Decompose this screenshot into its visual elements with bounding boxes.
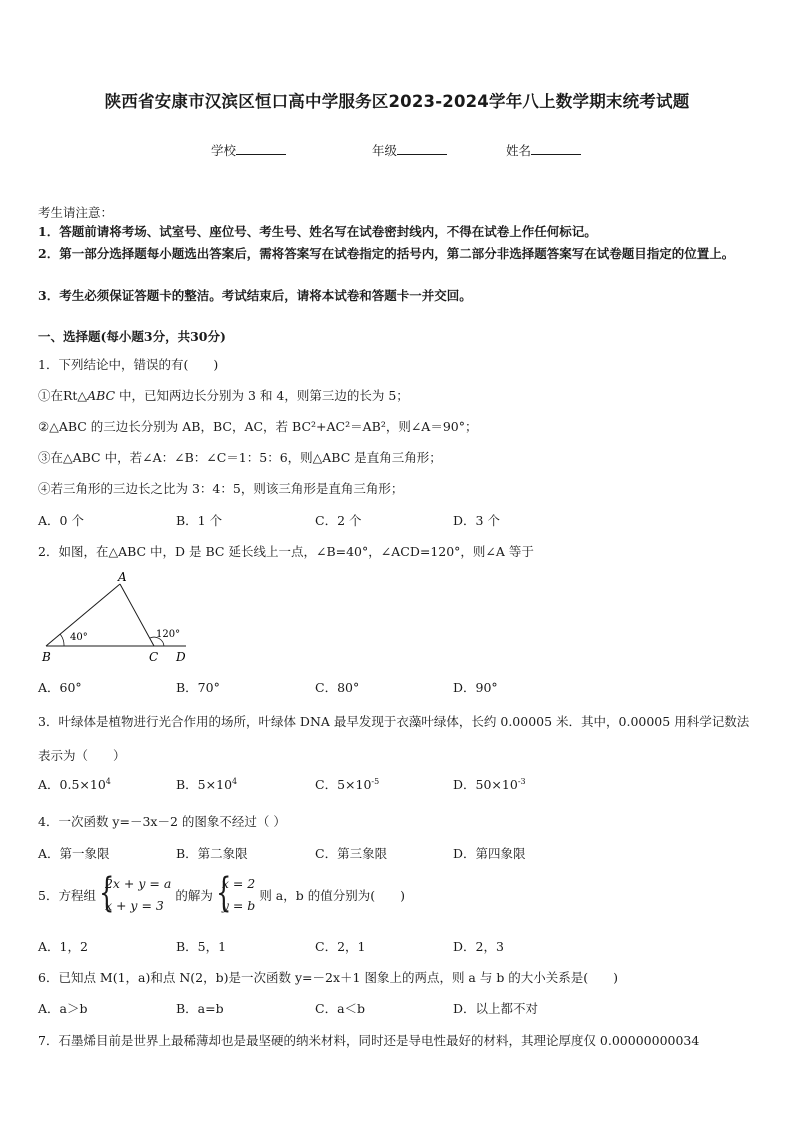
q3-a-exp: 4 (105, 776, 111, 786)
q5-suffix: 则 a，b 的值分别为( ) (259, 888, 405, 903)
q5-prefix: 5．方程组 (38, 888, 96, 903)
q5-option-d[interactable]: D．2，3 (453, 939, 504, 954)
q5-option-b[interactable]: B．5，1 (176, 939, 227, 954)
q4-option-a[interactable]: A．第一象限 (38, 846, 110, 861)
exam-title: 陕西省安康市汉滨区恒口高中学服务区2023-2024学年八上数学期末统考试题 (104, 92, 690, 111)
q2-option-c[interactable]: C．80° (315, 680, 360, 695)
q1-statement-3: ③在△ABC 中，若∠A：∠B：∠C＝1：5：6，则△ABC 是直角三角形； (38, 450, 442, 465)
q3-option-b[interactable] (176, 775, 237, 793)
label-b: B (42, 650, 51, 664)
q4-option-c[interactable]: C．第三象限 (315, 846, 388, 861)
angle-b-arc (60, 634, 64, 646)
q1-s1-b: ABC (87, 388, 116, 403)
notice-item: 2．第一部分选择题每小题选出答案后，需将答案写在试卷指定的括号内，第二部分非选择题答案写在试卷题目指定的位置上。 (38, 246, 735, 261)
name-blank[interactable] (531, 141, 581, 155)
q6-stem: 6．已知点 M(1，a)和点 N(2，b)是一次函数 y=－2x＋1 图象上的两点，则 a 与 b 的大小关系是( ) (38, 970, 619, 985)
notice-item: 1．答题前请将考场、试室号、座位号、考生号、姓名写在试卷密封线内，不得在试卷上作任何标记。 (38, 224, 597, 239)
grade-field (372, 141, 447, 159)
school-field (211, 141, 286, 159)
q1-option-b[interactable]: B．1 个 (176, 513, 223, 528)
q2-stem: 2．如图，在△ABC 中，D 是 BC 延长线上一点，∠B=40°，∠ACD=120°，则∠A 等于 (38, 544, 534, 559)
school-blank[interactable] (236, 141, 286, 155)
q1-statement-1 (38, 386, 409, 404)
label-d: D (176, 650, 186, 664)
q1-s1-c: 中，已知两边长分别为 3 和 4，则第三边的长为 5； (115, 388, 409, 403)
q5-option-a[interactable]: A．1，2 (38, 939, 88, 954)
q3-a-base: A．0.5×10 (38, 777, 106, 792)
grade-label: 年级 (372, 143, 398, 158)
q3-c-base: C．5×10 (315, 777, 372, 792)
q5-sol1: { x = 2 (221, 876, 256, 891)
angle-c-value: 120° (156, 629, 181, 640)
q6-option-c[interactable]: C．a＜b (315, 1001, 366, 1016)
label-a: A (118, 570, 127, 584)
q3-option-c[interactable] (315, 775, 379, 793)
notice-heading: 考生请注意： (38, 205, 114, 220)
q3-option-a[interactable] (38, 775, 111, 793)
line-ac (120, 584, 154, 646)
q3-d-base: D．50×10 (453, 777, 518, 792)
q4-option-d[interactable]: D．第四象限 (453, 846, 526, 861)
q6-option-b[interactable]: B．a=b (176, 1001, 224, 1016)
angle-b-value: 40° (70, 632, 88, 643)
q5-eq2: x + y = 3 (104, 898, 164, 913)
q5-option-c[interactable]: C．2，1 (315, 939, 366, 954)
q3-b-base: B．5×10 (176, 777, 233, 792)
q1-statement-4: ④若三角形的三边长之比为 3：4：5，则该三角形是直角三角形； (38, 481, 404, 496)
q3-option-d[interactable] (453, 775, 526, 793)
q2-option-d[interactable]: D．90° (453, 680, 498, 695)
name-label: 姓名 (506, 143, 532, 158)
label-c: C (149, 650, 159, 664)
q1-option-a[interactable]: A．0 个 (38, 513, 84, 528)
q6-option-a[interactable]: A．a＞b (38, 1001, 88, 1016)
q2-option-a[interactable]: A．60° (38, 680, 82, 695)
q5-eq1: { 2x + y = a (104, 876, 172, 891)
q3-d-exp: -3 (517, 776, 526, 786)
section-heading: 一、选择题(每小题3分，共30分) (38, 329, 226, 344)
q3-stem: 3．叶绿体是植物进行光合作用的场所，叶绿体 DNA 最早发现于衣藻叶绿体，长约 0.00005 米．其中，0.00005 用科学记数法表示为（ ） (38, 714, 750, 763)
q7-stem: 7．石墨烯目前是世界上最稀薄却也是最坚硬的纳米材料，同时还是导电性最好的材料，其理论厚度仅 0.00000000034 (38, 1033, 700, 1048)
q5-sol2: y = b (221, 898, 256, 913)
q1-s1-a: ①在Rt△ (38, 388, 88, 403)
triangle-diagram (38, 568, 198, 668)
q3-c-exp: -5 (371, 776, 380, 786)
school-label: 学校 (211, 143, 237, 158)
q6-option-d[interactable]: D．以上都不对 (453, 1001, 539, 1016)
q1-option-c[interactable]: C．2 个 (315, 513, 362, 528)
q5-solution-system (213, 873, 255, 917)
q2-option-b[interactable]: B．70° (176, 680, 220, 695)
q5-stem (38, 873, 405, 917)
grade-blank[interactable] (397, 141, 447, 155)
q1-stem: 1．下列结论中，错误的有( ) (38, 357, 219, 372)
q4-stem: 4．一次函数 y=－3x－2 的图象不经过（ ） (38, 814, 286, 829)
q5-middle: 的解为 (175, 888, 213, 903)
q4-option-b[interactable]: B．第二象限 (176, 846, 248, 861)
q1-option-d[interactable]: D．3 个 (453, 513, 500, 528)
notice-item: 3．考生必须保证答题卡的整洁。考试结束后，请将本试卷和答题卡一并交回。 (38, 288, 472, 303)
q2-triangle-figure (38, 568, 198, 671)
q1-statement-2: ②△ABC 的三边长分别为 AB，BC，AC，若 BC²+AC²＝AB²，则∠A＝90°； (38, 419, 478, 434)
name-field (506, 141, 581, 159)
q3-b-exp: 4 (232, 776, 238, 786)
q5-equation-system (96, 873, 171, 917)
